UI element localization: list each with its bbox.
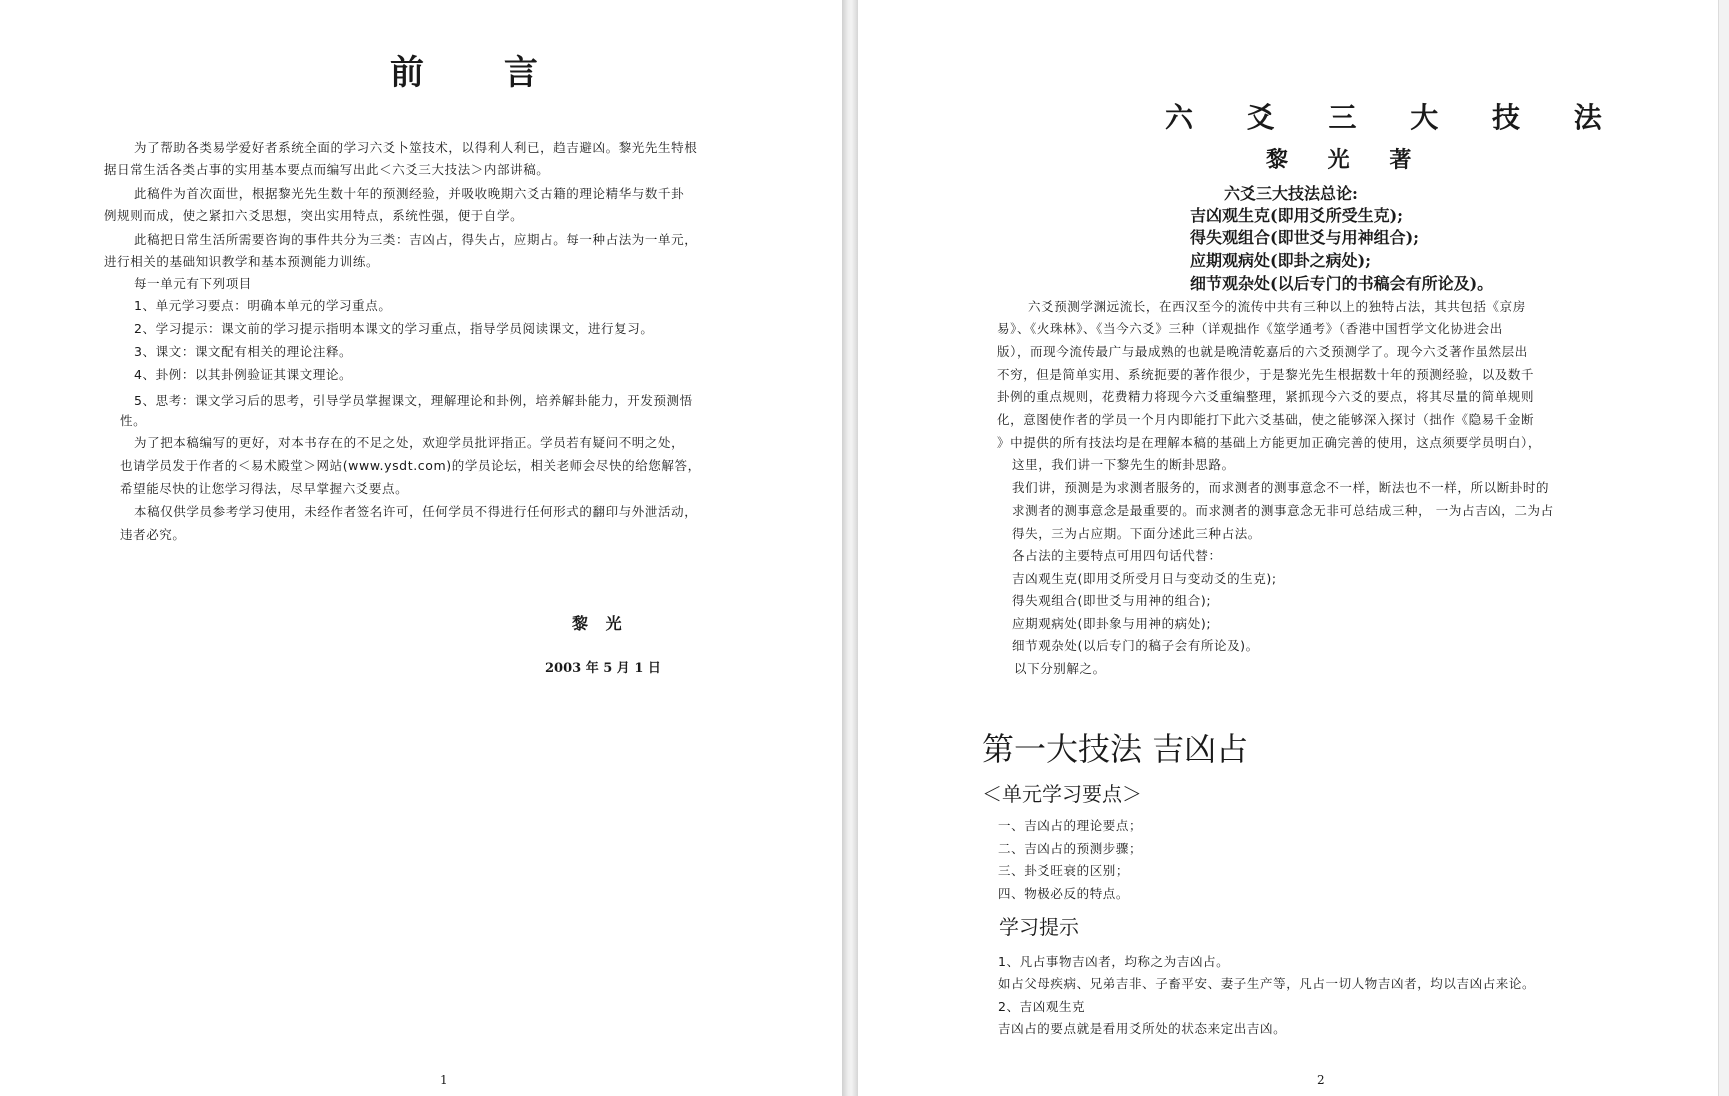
document-author: 黎 光 著 bbox=[1266, 147, 1428, 173]
body-line: 版），而现今流传最广与最成熟的也就是晚清乾嘉后的六爻预测学了。现今六爻著作虽然层出 bbox=[997, 344, 1528, 359]
document-page-1 bbox=[0, 0, 842, 1096]
list-item: 5、思考：课文学习后的思考，引导学员掌握课文，理解理论和卦例，培养解卦能力，开发预测悟 bbox=[134, 393, 693, 408]
paragraph-line: 此稿把日常生活所需要咨询的事件共分为三类：吉凶占，得失占，应期占。每一种占法为一单元， bbox=[134, 232, 698, 247]
summary-line: 细节观杂处(以后专门的书稿会有所论及)。 bbox=[1190, 274, 1494, 293]
paragraph-line: 据日常生活各类占事的实用基本要点而编写出此＜六爻三大技法＞内部讲稿。 bbox=[104, 162, 550, 177]
paragraph-line: 每一单元有下列项目 bbox=[134, 276, 252, 291]
unit-point: 四、物极必反的特点。 bbox=[998, 886, 1130, 901]
paragraph-line: 例规则而成，使之紧扣六爻思想，突出实用特点，系统性强，便于自学。 bbox=[104, 208, 524, 223]
summary-line: 吉凶观生克(即用爻所受生克); bbox=[1190, 206, 1404, 225]
chapter-heading: 第一大技法 吉凶占 bbox=[982, 730, 1249, 768]
body-line: 细节观杂处(以后专门的稿子会有所论及)。 bbox=[1012, 638, 1259, 653]
body-line: 化，意图使作者的学员一个月内即能打下此六爻基础，使之能够深入探讨（拙作《隐易千金断 bbox=[997, 412, 1535, 427]
body-line: 六爻预测学渊远流长，在西汉至今的流传中共有三种以上的独特占法，其共包括《京房 bbox=[1028, 299, 1526, 314]
paragraph-line: 为了帮助各类易学爱好者系统全面的学习六爻卜筮技术，以得利人利已，趋吉避凶。黎光先生特根 bbox=[134, 140, 698, 155]
paragraph-line: 希望能尽快的让您学习得法，尽早掌握六爻要点。 bbox=[120, 481, 409, 496]
tip-line: 如占父母疾病、兄弟吉非、子畜平安、妻子生产等，凡占一切人物吉凶者，均以吉凶占来论。 bbox=[998, 976, 1536, 991]
list-item: 2、学习提示：课文前的学习提示指明本课文的学习重点，指导学员阅读课文，进行复习。 bbox=[134, 321, 654, 336]
list-item: 4、卦例：以其卦例验证其课文理论。 bbox=[134, 367, 353, 382]
tip-line: 吉凶占的要点就是看用爻所处的状态来定出吉凶。 bbox=[998, 1021, 1287, 1036]
body-line: 我们讲，预测是为求测者服务的，而求测者的测事意念不一样，断法也不一样，所以断卦时的 bbox=[1012, 480, 1550, 495]
section-heading: 学习提示 bbox=[999, 915, 1079, 939]
body-line: 得失，三为占应期。下面分述此三种占法。 bbox=[1012, 526, 1261, 541]
body-line: 以下分别解之。 bbox=[1014, 661, 1106, 676]
summary-title: 六爻三大技法总论: bbox=[1224, 184, 1358, 203]
body-line: 易》、《火珠林》、《当今六爻》三种（详观拙作《筮学通考》（香港中国哲学文化协进会出 bbox=[997, 321, 1503, 336]
list-item: 1、单元学习要点：明确本单元的学习重点。 bbox=[134, 298, 392, 313]
paragraph-line: 此稿件为首次面世，根据黎光先生数十年的预测经验，并吸收晚期六爻古籍的理论精华与数千卦 bbox=[134, 186, 685, 201]
document-title: 六 爻 三 大 技 法 bbox=[1165, 101, 1624, 134]
paragraph-line: 进行相关的基础知识教学和基本预测能力训练。 bbox=[104, 254, 380, 269]
body-line: 求测者的测事意念是最重要的。而求测者的测事意念无非可总结成三种， 一为占吉凶，二为占 bbox=[1012, 503, 1554, 518]
body-line: 卦例的重点规则，花费精力将现今六爻重编整理，紧抓现今六爻的要点，将其尽量的简单规则 bbox=[997, 389, 1535, 404]
body-line: 得失观组合(即世爻与用神的组合); bbox=[1012, 593, 1212, 608]
page-number: 1 bbox=[440, 1073, 448, 1087]
unit-point: 二、吉凶占的预测步骤； bbox=[998, 841, 1143, 856]
paragraph-line: 违者必究。 bbox=[120, 527, 186, 542]
signature: 黎 光 bbox=[572, 614, 628, 633]
paragraph-line: 也请学员发于作者的＜易术殿堂＞网站(www.ysdt.com)的学员论坛，相关老师会尽快的给您解答， bbox=[120, 458, 701, 473]
scrollbar[interactable] bbox=[1718, 0, 1729, 1096]
tip-line: 2、吉凶观生克 bbox=[998, 999, 1086, 1014]
summary-line: 应期观病处(即卦之病处); bbox=[1190, 251, 1372, 270]
page-number: 2 bbox=[1317, 1073, 1325, 1087]
page-gap bbox=[842, 0, 858, 1096]
date: 2003 年 5 月 1 日 bbox=[545, 661, 661, 676]
body-line: 这里，我们讲一下黎先生的断卦思路。 bbox=[1012, 457, 1235, 472]
list-item: 3、课文：课文配有相关的理论注释。 bbox=[134, 344, 353, 359]
paragraph-line: 本稿仅供学员参考学习使用，未经作者签名许可，任何学员不得进行任何形式的翻印与外泄活动， bbox=[134, 504, 698, 519]
page-title: 前 言 bbox=[390, 53, 572, 93]
unit-point: 三、卦爻旺衰的区别； bbox=[998, 863, 1130, 878]
paragraph-line: 性。 bbox=[120, 413, 147, 428]
paragraph-line: 为了把本稿编写的更好，对本书存在的不足之处，欢迎学员批评指正。学员若有疑问不明之处， bbox=[134, 435, 685, 450]
body-line: 应期观病处(即卦象与用神的病处); bbox=[1012, 616, 1212, 631]
body-line: 不穷，但是简单实用、系统扼要的著作很少，于是黎光先生根据数十年的预测经验，以及数千 bbox=[997, 367, 1535, 382]
document-page-2 bbox=[858, 0, 1729, 1096]
section-heading: ＜单元学习要点＞ bbox=[982, 782, 1142, 806]
body-line: 》中提供的所有技法均是在理解本稿的基础上方能更加正确完善的使用，这点须要学员明白）， bbox=[997, 435, 1541, 450]
body-line: 各占法的主要特点可用四句话代替： bbox=[1012, 548, 1222, 563]
summary-line: 得失观组合(即世爻与用神组合); bbox=[1190, 228, 1420, 247]
unit-point: 一、吉凶占的理论要点； bbox=[998, 818, 1143, 833]
body-line: 吉凶观生克(即用爻所受月日与变动爻的生克); bbox=[1012, 571, 1277, 586]
tip-line: 1、凡占事物吉凶者，均称之为吉凶占。 bbox=[998, 954, 1230, 969]
